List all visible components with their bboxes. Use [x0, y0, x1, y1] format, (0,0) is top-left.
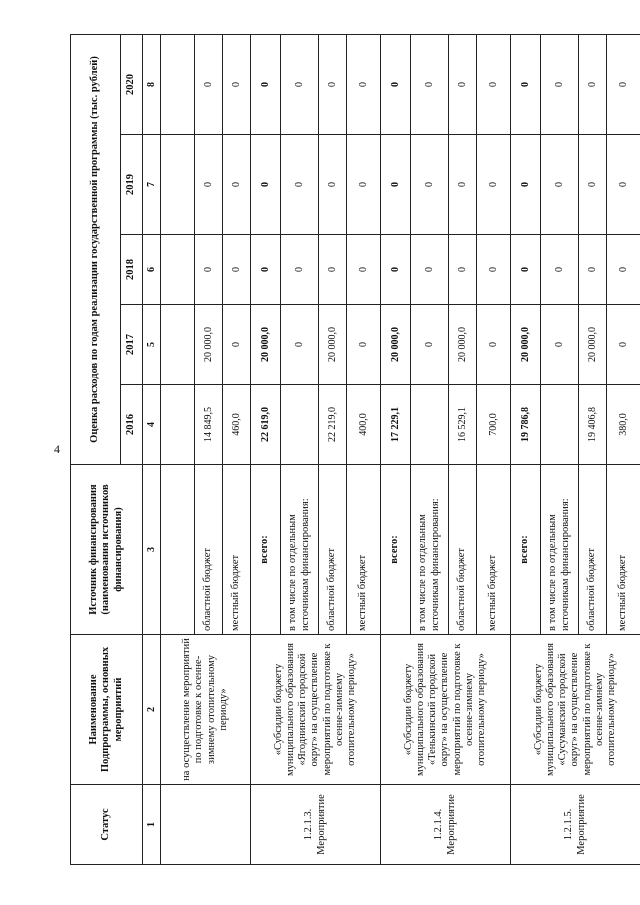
- value-cell: 0: [319, 35, 347, 135]
- col-number: 6: [143, 235, 161, 305]
- measure-name: «Субсидии бюджету муниципального образования «Ягоднинский городской округ» на осуществление мероприятий по подготовке к осенне-зимнему отопительному периоду»: [251, 635, 381, 785]
- header-source: Источник финансирования (наименования источников финансирования): [71, 465, 143, 635]
- value-cell: 400,0: [347, 385, 381, 465]
- measure-code: 1.2.1.3.: [303, 808, 315, 841]
- value-cell: 0: [477, 135, 511, 235]
- budget-table: [70, 34, 640, 865]
- measure-code: 1.2.1.5.: [563, 808, 575, 841]
- value-cell: 0: [347, 35, 381, 135]
- value-cell: 0: [511, 35, 541, 135]
- continuation-name: на осуществление мероприятий по подготовке к осенне-зимнему отопительному периоду»: [161, 635, 251, 785]
- header-year-2019: 2019: [121, 135, 143, 235]
- value-cell: 16 529,1: [449, 385, 477, 465]
- value-cell: 0: [281, 35, 319, 135]
- source-total: всего:: [511, 465, 541, 635]
- value-cell: 0: [411, 235, 449, 305]
- value-cell: 22 219,0: [319, 385, 347, 465]
- value-cell: 19 406,8: [579, 385, 607, 465]
- value-cell: 0: [347, 305, 381, 385]
- value-cell: 20 000,0: [381, 305, 411, 385]
- measure-kind: Мероприятие: [445, 794, 457, 855]
- source-local: местный бюджет: [607, 465, 640, 635]
- measure-row-total: [511, 35, 541, 865]
- value-cell: 20 000,0: [319, 305, 347, 385]
- value-cell: 0: [411, 35, 449, 135]
- value-cell: 0: [347, 135, 381, 235]
- header-year-2016: 2016: [121, 385, 143, 465]
- value-cell: 0: [579, 235, 607, 305]
- value-cell: 0: [281, 135, 319, 235]
- value-cell: 0: [319, 235, 347, 305]
- budget-table-rotated: [70, 35, 632, 865]
- value-cell: 0: [541, 35, 579, 135]
- value-cell: 0: [477, 305, 511, 385]
- value-cell: 0: [347, 235, 381, 305]
- source-incl: в том числе по отдельным источникам финансирования:: [411, 465, 449, 635]
- source-total: всего:: [251, 465, 281, 635]
- value-cell: 0: [449, 35, 477, 135]
- header-estimate: Оценка расходов по годам реализации государственной программы (тыс. рублей): [71, 35, 121, 465]
- value-cell: 0: [511, 235, 541, 305]
- value-cell: 14 849,5: [195, 385, 223, 465]
- continuation-source-blank: [161, 465, 195, 635]
- value-cell: 22 619,0: [251, 385, 281, 465]
- value-cell: 380,0: [607, 385, 640, 465]
- col-number: 1: [143, 785, 161, 865]
- value-cell: 0: [607, 305, 640, 385]
- value-cell: 20 000,0: [449, 305, 477, 385]
- value-cell: 0: [449, 135, 477, 235]
- value-cell: 0: [251, 135, 281, 235]
- value-cell: 20 000,0: [579, 305, 607, 385]
- value-cell: 0: [281, 235, 319, 305]
- source-regional: областной бюджет: [449, 465, 477, 635]
- source-total: всего:: [381, 465, 411, 635]
- col-number: 5: [143, 305, 161, 385]
- measure-status: [381, 785, 511, 865]
- header-year-2017: 2017: [121, 305, 143, 385]
- source-regional: областной бюджет: [195, 465, 223, 635]
- source-local: местный бюджет: [223, 465, 251, 635]
- value-cell: 0: [223, 35, 251, 135]
- value-cell: 20 000,0: [511, 305, 541, 385]
- col-number: 3: [143, 465, 161, 635]
- value-cell: 0: [381, 235, 411, 305]
- value-cell: 460,0: [223, 385, 251, 465]
- value-cell: 0: [381, 35, 411, 135]
- value-cell: 20 000,0: [195, 305, 223, 385]
- measure-name: «Субсидии бюджету муниципального образования «Тенькинский городской округ» на осуществление мероприятий по подготовке к осенне-зимнему отопительному периоду»: [381, 635, 511, 785]
- col-number: 4: [143, 385, 161, 465]
- value-cell: 0: [281, 305, 319, 385]
- value-cell: 0: [195, 135, 223, 235]
- measure-row-total: [251, 35, 281, 865]
- value-cell: 0: [541, 135, 579, 235]
- value-cell: [541, 385, 579, 465]
- value-cell: [411, 385, 449, 465]
- measure-name: «Субсидии бюджету муниципального образования «Сусуманский городской округ» на осуществление мероприятий по подготовке к осенне-зимнему отопительному периоду»: [511, 635, 640, 785]
- measure-row-total: [381, 35, 411, 865]
- value-cell: 0: [223, 135, 251, 235]
- continuation-status: [161, 785, 251, 865]
- value-cell: 0: [251, 235, 281, 305]
- value-cell: 0: [477, 35, 511, 135]
- value-cell: 0: [541, 305, 579, 385]
- value-cell: 0: [579, 35, 607, 135]
- value-cell: 0: [449, 235, 477, 305]
- value-cell: [281, 385, 319, 465]
- page-number: 4: [54, 442, 60, 456]
- value-cell: 0: [607, 35, 640, 135]
- value-cell: 0: [607, 135, 640, 235]
- value-cell: 0: [251, 35, 281, 135]
- value-cell: 0: [195, 35, 223, 135]
- measure-kind: Мероприятие: [315, 794, 327, 855]
- value-cell: 0: [195, 235, 223, 305]
- source-regional: областной бюджет: [579, 465, 607, 635]
- measure-code: 1.2.1.4.: [433, 808, 445, 841]
- header-status: Статус: [71, 785, 143, 865]
- value-cell: 0: [411, 305, 449, 385]
- header-year-2020: 2020: [121, 35, 143, 135]
- value-cell: 17 229,1: [381, 385, 411, 465]
- value-cell: 0: [607, 235, 640, 305]
- value-cell: 0: [579, 135, 607, 235]
- source-regional: областной бюджет: [319, 465, 347, 635]
- source-incl: в том числе по отдельным источникам финансирования:: [281, 465, 319, 635]
- source-incl: в том числе по отдельным источникам финансирования:: [541, 465, 579, 635]
- value-cell: 0: [511, 135, 541, 235]
- col-number: 7: [143, 135, 161, 235]
- value-cell: 0: [411, 135, 449, 235]
- value-cell: 0: [541, 235, 579, 305]
- value-cell: 0: [223, 305, 251, 385]
- measure-status: [251, 785, 381, 865]
- value-cell: 19 786,8: [511, 385, 541, 465]
- value-cell: 0: [381, 135, 411, 235]
- source-local: местный бюджет: [347, 465, 381, 635]
- value-cell: 0: [223, 235, 251, 305]
- header-year-2018: 2018: [121, 235, 143, 305]
- source-local: местный бюджет: [477, 465, 511, 635]
- col-number: 2: [143, 635, 161, 785]
- value-cell: 0: [477, 235, 511, 305]
- measure-status: [511, 785, 640, 865]
- header-name: Наименование Подпрограммы, основных мероприятий: [71, 635, 143, 785]
- value-cell: 0: [319, 135, 347, 235]
- measure-kind: Мероприятие: [575, 794, 587, 855]
- value-cell: 700,0: [477, 385, 511, 465]
- col-number: 8: [143, 35, 161, 135]
- value-cell: 20 000,0: [251, 305, 281, 385]
